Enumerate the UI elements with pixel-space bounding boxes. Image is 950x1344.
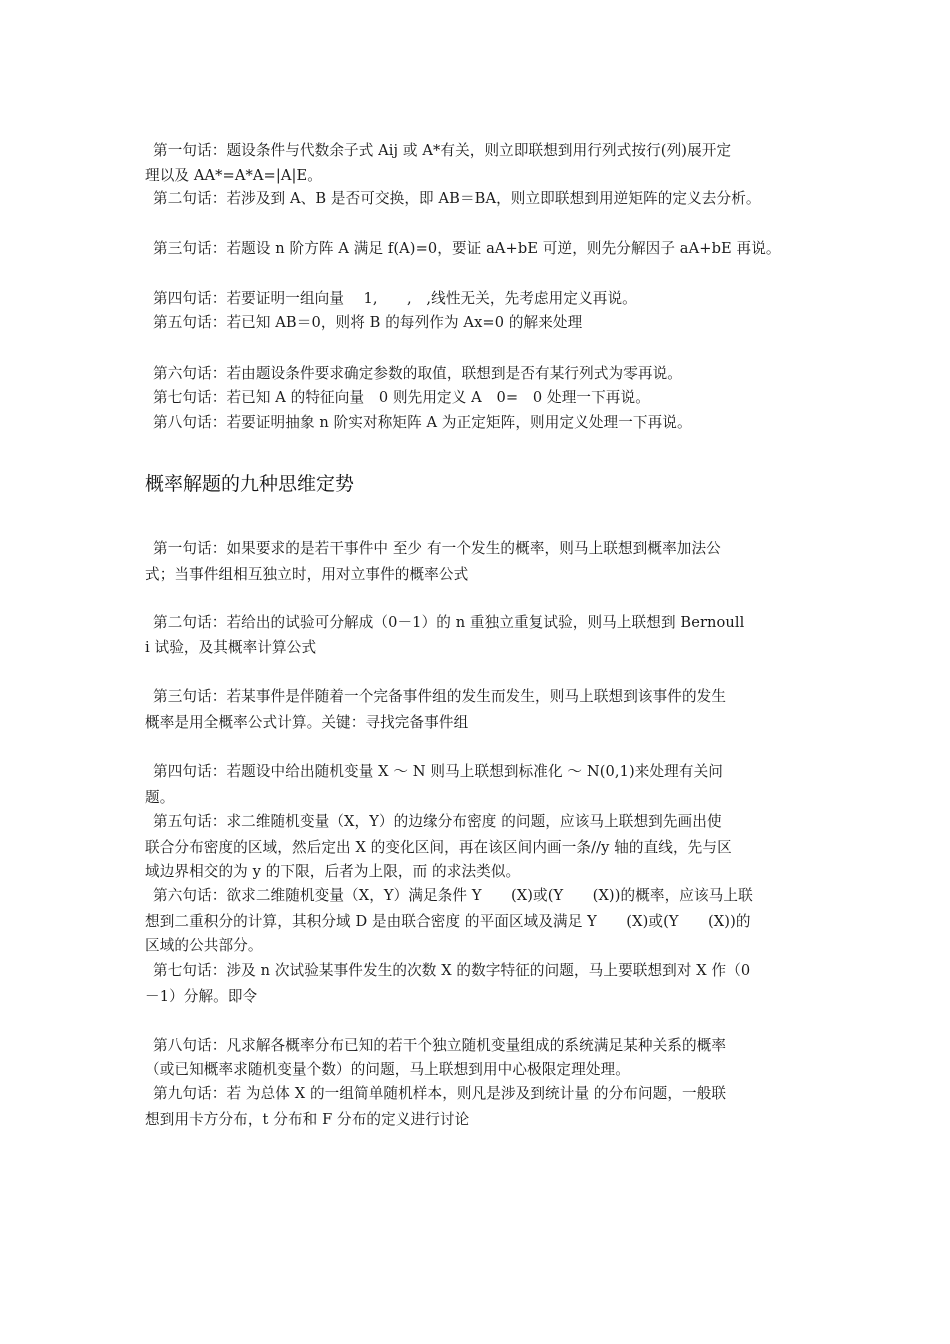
prob-line-19: 第九句话：若 为总体 X 的一组简单随机样本，则凡是涉及到统计量 的分布问题，一般联 [153,1085,727,1102]
la-line-2: 理以及 AA*=A*A=|A|E。 [145,167,322,184]
section-heading: 概率解题的九种思维定势 [145,473,355,495]
prob-line-9: 第五句话：求二维随机变量（X，Y）的边缘分布密度 的问题，应该马上联想到先画出使 [153,813,722,830]
prob-line-17: 第八句话：凡求解各概率分布已知的若干个独立随机变量组成的系统满足某种关系的概率 [153,1037,727,1054]
la-line-5: 第四句话：若要证明一组向量 1, , ,线性无关，先考虑用定义再说。 [153,290,637,307]
prob-line-16: －1）分解。即令 [145,988,258,1005]
la-line-1: 第一句话：题设条件与代数余子式 Aij 或 A*有关，则立即联想到用行列式按行(列)展开定 [153,142,732,159]
prob-line-12: 第六句话：欲求二维随机变量（X，Y）满足条件 Y (X)或(Y (X))的概率，应该马上联 [153,887,753,904]
prob-line-3: 第二句话：若给出的试验可分解成（0－1）的 n 重独立重复试验，则马上联想到 Bernoull [153,614,745,631]
la-line-8: 第七句话：若已知 A 的特征向量 0 则先用定义 A 0= 0 处理一下再说。 [153,389,650,406]
prob-line-14: 区域的公共部分。 [145,937,263,954]
la-line-4: 第三句话：若题设 n 阶方阵 A 满足 f(A)=0，要证 aA+bE 可逆，则先分解因子 aA+bE 再说。 [153,240,781,257]
prob-line-15: 第七句话：涉及 n 次试验某事件发生的次数 X 的数字特征的问题，马上要联想到对 X 作（0 [153,962,751,979]
prob-line-4: i 试验，及其概率计算公式 [145,639,317,656]
prob-line-10: 联合分布密度的区域，然后定出 X 的变化区间，再在该区间内画一条//y 轴的直线，先与区 [145,839,732,856]
la-line-3: 第二句话：若涉及到 A、B 是否可交换，即 AB＝BA，则立即联想到用逆矩阵的定义去分析。 [153,190,761,207]
prob-line-20: 想到用卡方分布，t 分布和 F 分布的定义进行讨论 [145,1111,470,1128]
prob-line-6: 概率是用全概率公式计算。关键：寻找完备事件组 [145,714,469,731]
prob-line-7: 第四句话：若题设中给出随机变量 X ～ N 则马上联想到标准化 ～ N(0,1)来处理有关问 [153,763,723,780]
la-line-7: 第六句话：若由题设条件要求确定参数的取值，联想到是否有某行列式为零再说。 [153,365,682,382]
prob-line-1: 第一句话：如果要求的是若干事件中 至少 有一个发生的概率，则马上联想到概率加法公 [153,540,721,557]
prob-line-11: 域边界相交的为 y 的下限，后者为上限，而 的求法类似。 [145,863,521,880]
prob-line-18: （或已知概率求随机变量个数）的问题，马上联想到用中心极限定理处理。 [145,1061,630,1078]
la-line-9: 第八句话：若要证明抽象 n 阶实对称矩阵 A 为正定矩阵，则用定义处理一下再说。 [153,414,692,431]
prob-line-2: 式；当事件组相互独立时，用对立事件的概率公式 [145,566,469,583]
prob-line-5: 第三句话：若某事件是伴随着一个完备事件组的发生而发生，则马上联想到该事件的发生 [153,688,727,705]
la-line-6: 第五句话：若已知 AB＝0，则将 B 的每列作为 Ax=0 的解来处理 [153,314,583,331]
prob-line-13: 想到二重积分的计算，其积分域 D 是由联合密度 的平面区域及满足 Y (X)或(Y (X))的 [145,913,751,930]
prob-line-8: 题。 [145,789,175,806]
